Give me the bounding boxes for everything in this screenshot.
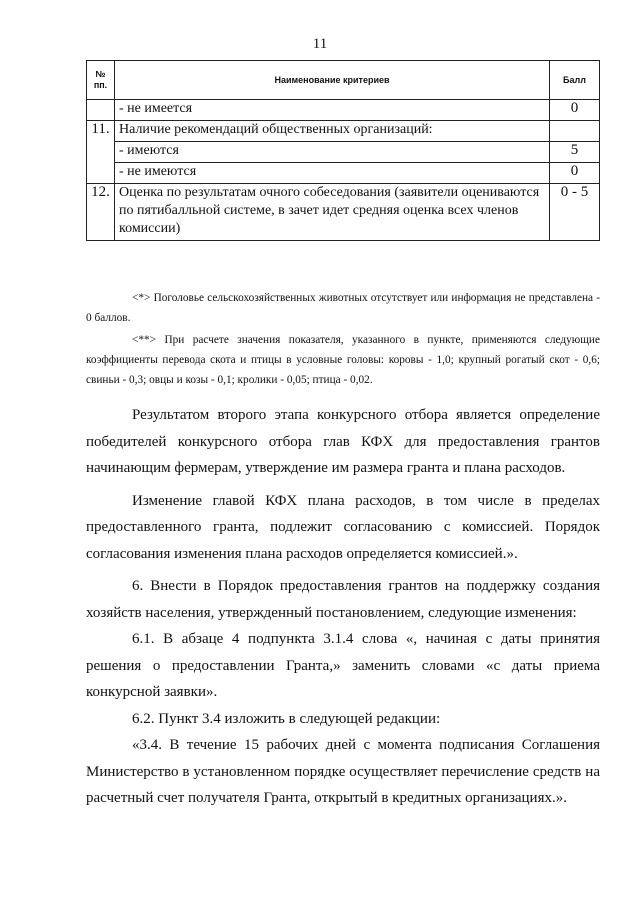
table-row (87, 142, 600, 163)
page-number: 11 (312, 36, 328, 52)
paragraph: 6.1. В абзаце 4 подпункта 3.1.4 слова «, начиная с даты принятия решения о предоставлении Гранта,» заменить словами «с даты приема конкурсной заявки». (86, 631, 600, 700)
row-num: 12. (87, 184, 115, 241)
row-name: Оценка по результатам очного собеседования (заявители оцениваются по пятибалльной системе, в зачет идет средняя оценка всех членов комиссии) (115, 184, 550, 241)
table-row (87, 184, 600, 241)
table-row (87, 163, 600, 184)
header-num: № пп. (87, 61, 115, 100)
table-row (87, 121, 600, 142)
footnote-2 (86, 330, 600, 390)
footnote-1 (86, 288, 600, 328)
row-score: 5 (550, 142, 600, 163)
table-row (87, 100, 600, 121)
row-name: - имеются (115, 142, 550, 163)
row-name: - не имеется (115, 100, 550, 121)
paragraph: Изменение главой КФХ плана расходов, в том числе в пределах предоставленного гранта, подлежит согласованию с комиссией. Порядок согласования изменения плана расходов определяется комиссией.». (86, 492, 600, 562)
row-name: - не имеются (115, 163, 550, 184)
paragraph: 6.2. Пункт 3.4 изложить в следующей редакции: (132, 710, 441, 727)
row-score: 0 (550, 163, 600, 184)
paragraph: «3.4. В течение 15 рабочих дней с момента подписания Соглашения Министерство в установленном порядке осуществляет перечисление средств на расчетный счет получателя Гранта, открытый в кредитных организациях.». (86, 737, 600, 806)
row-num: 11. (87, 121, 115, 184)
criteria-table (86, 60, 600, 241)
header-name: Наименование критериев (115, 61, 550, 100)
table-header-row (87, 61, 600, 100)
row-num (87, 100, 115, 121)
row-score: 0 (550, 100, 600, 121)
footnote-text: <*> Поголовье сельскохозяйственных животных отсутствует или информация не представлена - 0 баллов. (86, 292, 600, 324)
row-name: Наличие рекомендаций общественных организаций: (115, 121, 550, 142)
row-score: 0 - 5 (550, 184, 600, 241)
body-text (86, 402, 600, 812)
row-score (550, 121, 600, 142)
paragraph: 6. Внести в Порядок предоставления грантов на поддержку создания хозяйств населения, утвержденный постановлением, следующие изменения: (86, 578, 600, 621)
paragraph: Результатом второго этапа конкурсного отбора является определение победителей конкурсного отбора глав КФХ для предоставления грантов начинающим фермерам, утверждение им размера гранта и плана расходов. (86, 407, 600, 476)
header-score: Балл (550, 61, 600, 100)
footnote-text: <**> При расчете значения показателя, указанного в пункте, применяются следующие коэффициенты перевода скота и птицы в условные головы: коровы - 1,0; крупный рогатый скот - 0,6; свиньи - 0,3; овцы и козы - 0,1; кролики - 0,05; птица - 0,02. (86, 334, 600, 386)
